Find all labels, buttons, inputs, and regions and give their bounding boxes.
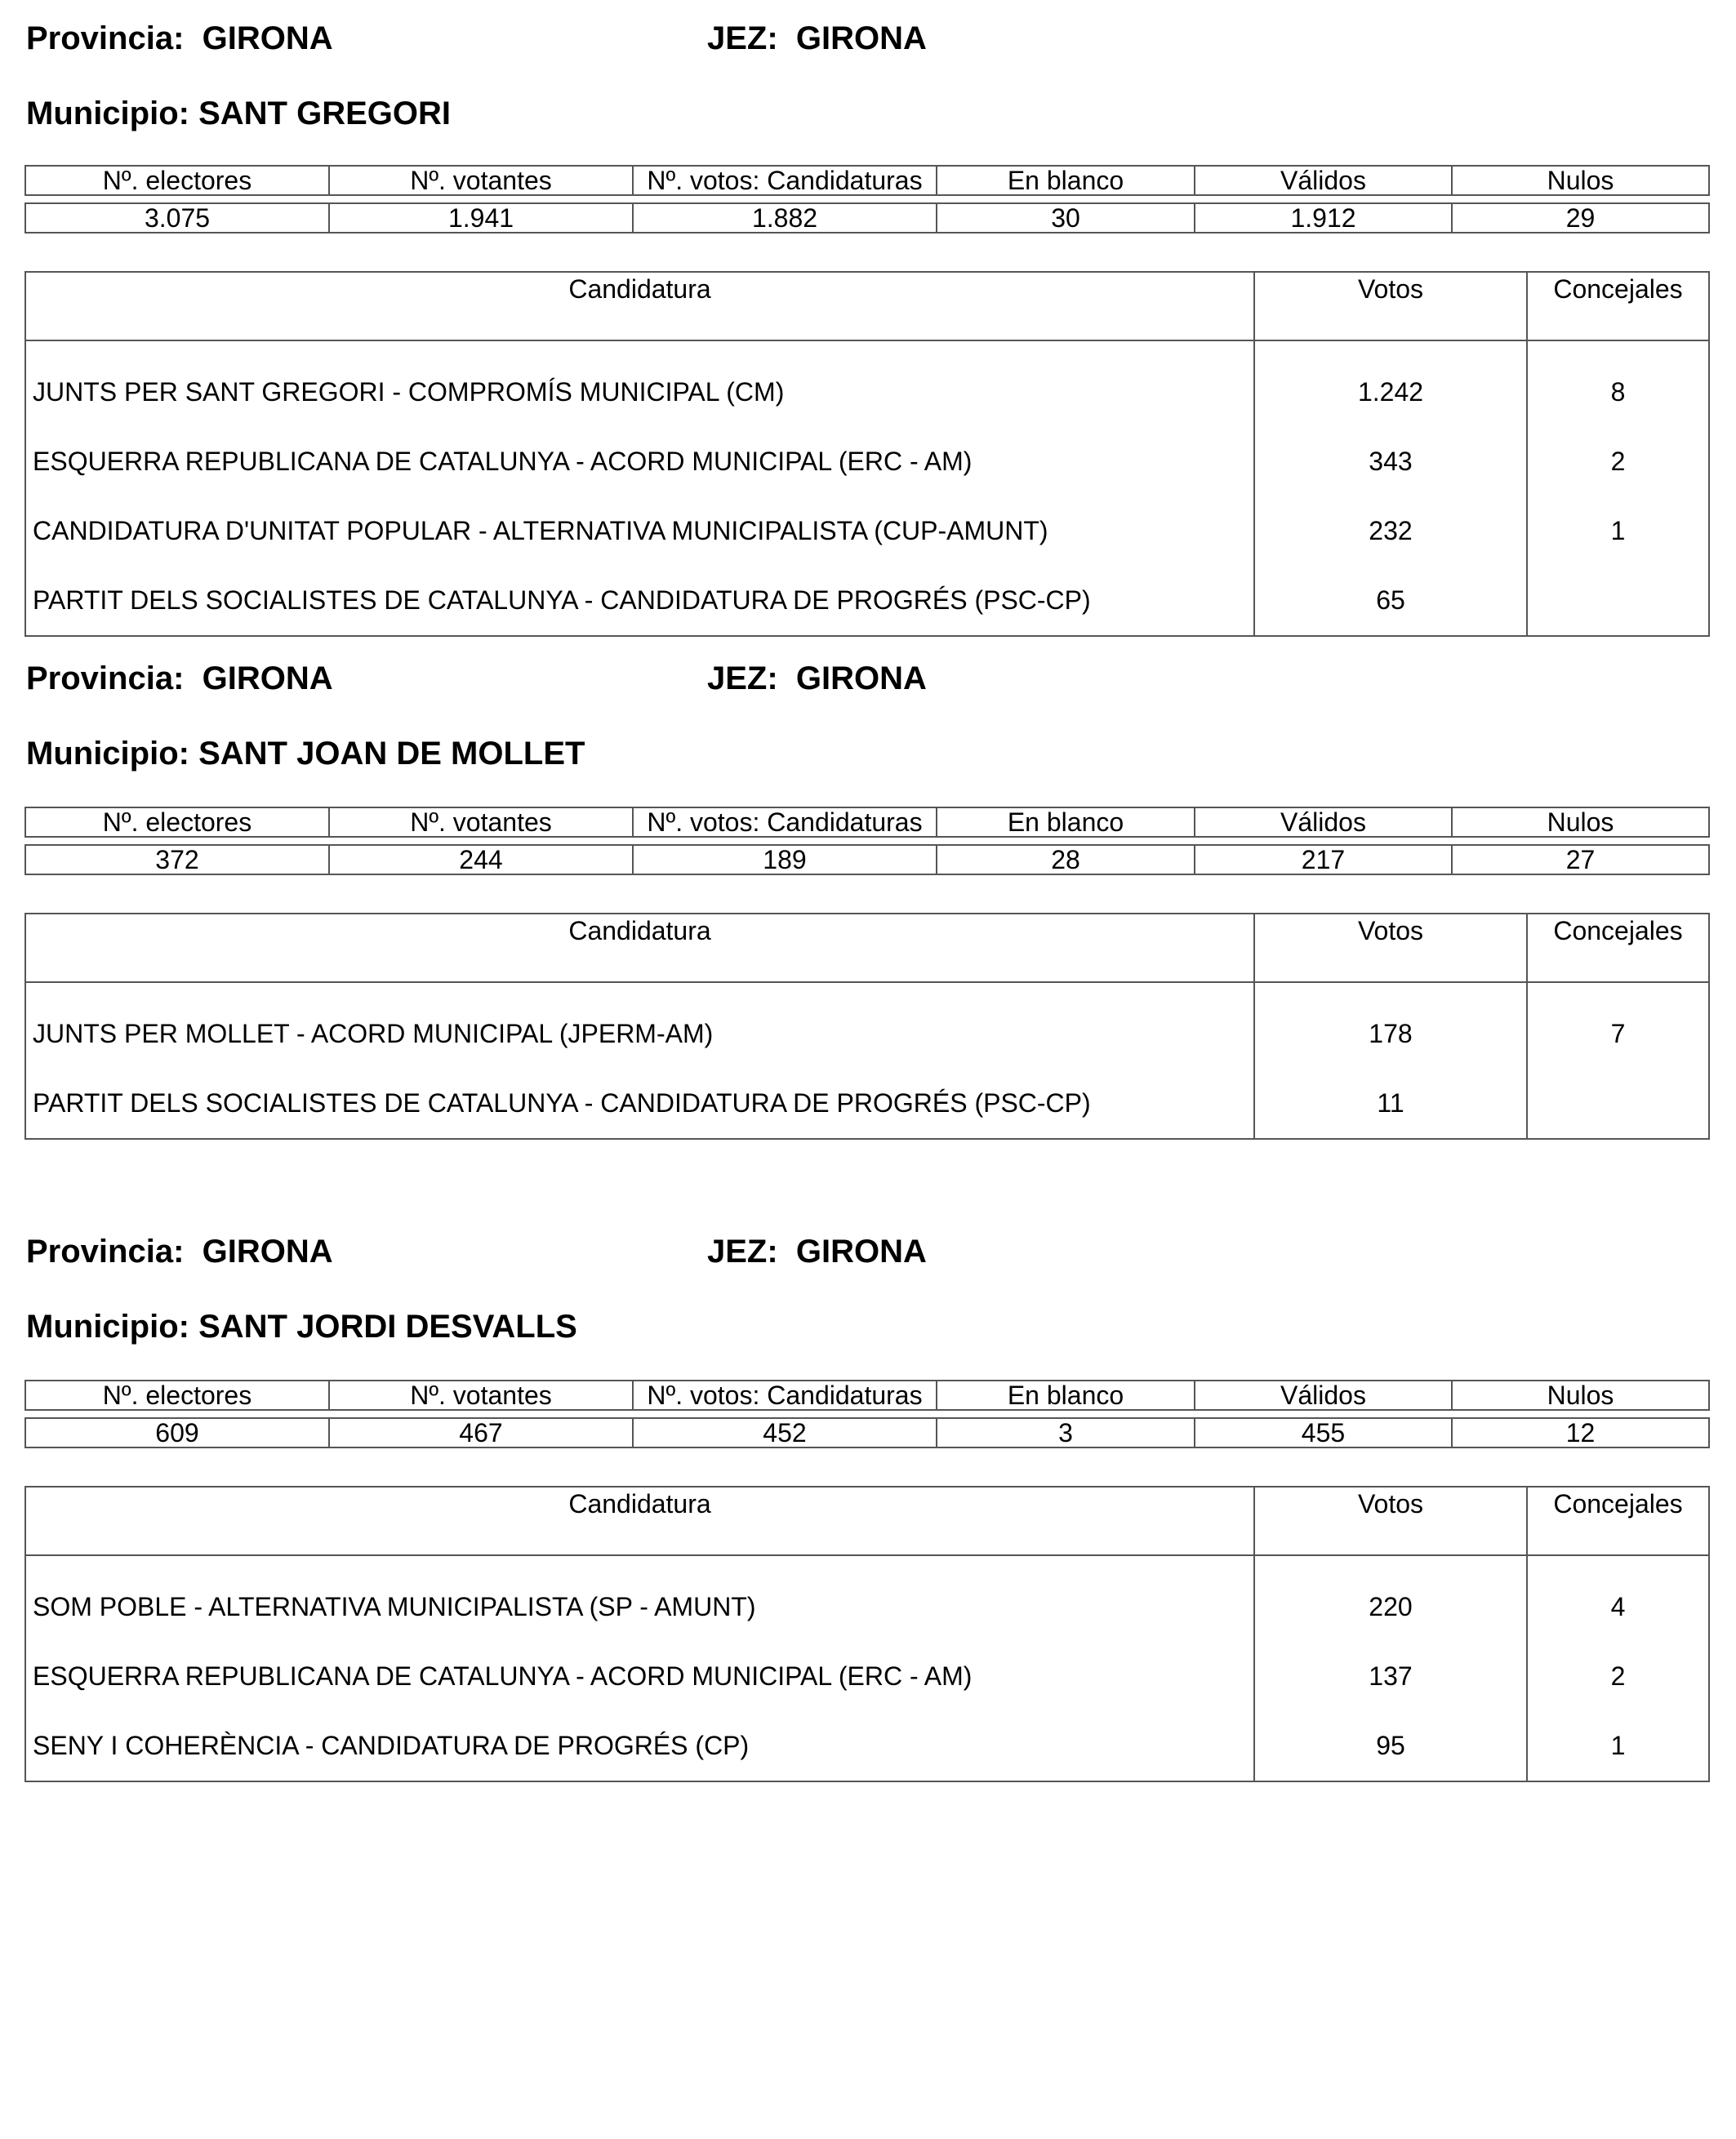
provincia-value: GIRONA [202, 1234, 333, 1270]
summary-values-row [25, 1418, 1709, 1447]
candidate-row [25, 1711, 1709, 1781]
value-electores: 609 [25, 1418, 329, 1447]
summary-header-row [25, 1381, 1709, 1410]
header-electores: Nº. electores [25, 1381, 329, 1410]
municipio-value: SANT JORDI DESVALLS [198, 1309, 577, 1345]
header-nulos: Nulos [1452, 1381, 1709, 1410]
header-votos: Votos [1254, 1487, 1527, 1555]
provincia-line [26, 660, 333, 697]
jez-line [707, 660, 927, 697]
candidate-row [25, 427, 1709, 496]
summary-values-row [25, 845, 1709, 874]
municipio-label: Municipio: [26, 736, 189, 772]
summary-table [24, 165, 1710, 233]
municipio-label: Municipio: [26, 1309, 189, 1345]
provincia-label: Provincia: [26, 1234, 185, 1270]
header-nulos: Nulos [1452, 166, 1709, 195]
header-votantes: Nº. votantes [329, 166, 633, 195]
candidates-header-row [25, 1487, 1709, 1555]
header-electores: Nº. electores [25, 166, 329, 195]
provincia-line [26, 20, 333, 57]
candidate-name: CANDIDATURA D'UNITAT POPULAR - ALTERNATIVA MUNICIPALISTA (CUP-AMUNT) [25, 496, 1254, 566]
candidates-header-row [25, 914, 1709, 982]
jez-line [707, 1233, 927, 1270]
candidate-row [25, 1555, 1709, 1642]
candidates-header-row [25, 272, 1709, 340]
jez-value: GIRONA [795, 1234, 927, 1270]
value-votos-candidaturas: 1.882 [633, 203, 937, 233]
value-nulos: 29 [1452, 203, 1709, 233]
header-candidatura: Candidatura [25, 914, 1254, 982]
candidate-concejales [1527, 1069, 1709, 1139]
candidate-row [25, 496, 1709, 566]
value-nulos: 12 [1452, 1418, 1709, 1447]
header-en-blanco: En blanco [937, 807, 1195, 837]
candidate-votos: 178 [1254, 982, 1527, 1069]
candidate-name: SOM POBLE - ALTERNATIVA MUNICIPALISTA (SP - AMUNT) [25, 1555, 1254, 1642]
candidate-concejales: 1 [1527, 496, 1709, 566]
candidates-table [24, 1486, 1710, 1782]
candidate-name: JUNTS PER MOLLET - ACORD MUNICIPAL (JPERM-AM) [25, 982, 1254, 1069]
municipio-value: SANT JOAN DE MOLLET [198, 736, 585, 772]
provincia-label: Provincia: [26, 20, 185, 56]
provincia-value: GIRONA [202, 660, 333, 696]
value-en-blanco: 3 [937, 1418, 1195, 1447]
candidate-concejales: 2 [1527, 1642, 1709, 1711]
value-nulos: 27 [1452, 845, 1709, 874]
candidate-concejales: 4 [1527, 1555, 1709, 1642]
municipio-label: Municipio: [26, 96, 189, 131]
municipio-line [26, 735, 585, 772]
value-votantes: 244 [329, 845, 633, 874]
header-nulos: Nulos [1452, 807, 1709, 837]
header-validos: Válidos [1195, 166, 1452, 195]
header-concejales: Concejales [1527, 914, 1709, 982]
jez-line [707, 20, 927, 57]
value-en-blanco: 28 [937, 845, 1195, 874]
candidate-row [25, 566, 1709, 636]
header-votos-candidaturas: Nº. votos: Candidaturas [633, 166, 937, 195]
candidate-name: JUNTS PER SANT GREGORI - COMPROMÍS MUNICIPAL (CM) [25, 340, 1254, 427]
provincia-value: GIRONA [202, 20, 333, 56]
summary-header-row [25, 807, 1709, 837]
candidate-votos: 1.242 [1254, 340, 1527, 427]
header-votantes: Nº. votantes [329, 807, 633, 837]
candidate-row [25, 982, 1709, 1069]
candidate-votos: 11 [1254, 1069, 1527, 1139]
jez-value: GIRONA [795, 20, 927, 56]
candidate-votos: 137 [1254, 1642, 1527, 1711]
value-electores: 372 [25, 845, 329, 874]
candidate-votos: 232 [1254, 496, 1527, 566]
summary-header-row [25, 166, 1709, 195]
candidate-name: PARTIT DELS SOCIALISTES DE CATALUNYA - CANDIDATURA DE PROGRÉS (PSC-CP) [25, 1069, 1254, 1139]
provincia-line [26, 1233, 333, 1270]
value-validos: 1.912 [1195, 203, 1452, 233]
candidate-name: SENY I COHERÈNCIA - CANDIDATURA DE PROGRÉS (CP) [25, 1711, 1254, 1781]
header-candidatura: Candidatura [25, 272, 1254, 340]
candidate-concejales: 1 [1527, 1711, 1709, 1781]
candidate-row [25, 1069, 1709, 1139]
value-validos: 217 [1195, 845, 1452, 874]
header-concejales: Concejales [1527, 272, 1709, 340]
candidates-table [24, 271, 1710, 637]
candidate-name: PARTIT DELS SOCIALISTES DE CATALUNYA - CANDIDATURA DE PROGRÉS (PSC-CP) [25, 566, 1254, 636]
provincia-label: Provincia: [26, 660, 185, 696]
header-candidatura: Candidatura [25, 1487, 1254, 1555]
candidate-concejales: 7 [1527, 982, 1709, 1069]
header-votos-candidaturas: Nº. votos: Candidaturas [633, 807, 937, 837]
summary-table [24, 807, 1710, 875]
value-votantes: 1.941 [329, 203, 633, 233]
summary-values-row [25, 203, 1709, 233]
municipio-line [26, 1308, 577, 1345]
header-validos: Válidos [1195, 807, 1452, 837]
header-en-blanco: En blanco [937, 1381, 1195, 1410]
value-votos-candidaturas: 452 [633, 1418, 937, 1447]
summary-table [24, 1380, 1710, 1448]
municipio-line [26, 95, 451, 132]
jez-label: JEZ: [707, 660, 778, 696]
jez-label: JEZ: [707, 20, 778, 56]
value-validos: 455 [1195, 1418, 1452, 1447]
candidates-table [24, 913, 1710, 1140]
header-validos: Válidos [1195, 1381, 1452, 1410]
candidate-row [25, 340, 1709, 427]
header-votos-candidaturas: Nº. votos: Candidaturas [633, 1381, 937, 1410]
candidate-votos: 343 [1254, 427, 1527, 496]
candidate-concejales: 2 [1527, 427, 1709, 496]
value-votos-candidaturas: 189 [633, 845, 937, 874]
candidate-votos: 95 [1254, 1711, 1527, 1781]
candidate-votos: 65 [1254, 566, 1527, 636]
header-en-blanco: En blanco [937, 166, 1195, 195]
header-electores: Nº. electores [25, 807, 329, 837]
candidate-row [25, 1642, 1709, 1711]
value-en-blanco: 30 [937, 203, 1195, 233]
jez-value: GIRONA [795, 660, 927, 696]
header-votos: Votos [1254, 914, 1527, 982]
candidate-name: ESQUERRA REPUBLICANA DE CATALUNYA - ACORD MUNICIPAL (ERC - AM) [25, 1642, 1254, 1711]
jez-label: JEZ: [707, 1234, 778, 1270]
header-concejales: Concejales [1527, 1487, 1709, 1555]
candidate-votos: 220 [1254, 1555, 1527, 1642]
municipio-value: SANT GREGORI [198, 96, 451, 131]
candidate-name: ESQUERRA REPUBLICANA DE CATALUNYA - ACORD MUNICIPAL (ERC - AM) [25, 427, 1254, 496]
header-votos: Votos [1254, 272, 1527, 340]
candidate-concejales: 8 [1527, 340, 1709, 427]
header-votantes: Nº. votantes [329, 1381, 633, 1410]
value-votantes: 467 [329, 1418, 633, 1447]
value-electores: 3.075 [25, 203, 329, 233]
candidate-concejales [1527, 566, 1709, 636]
